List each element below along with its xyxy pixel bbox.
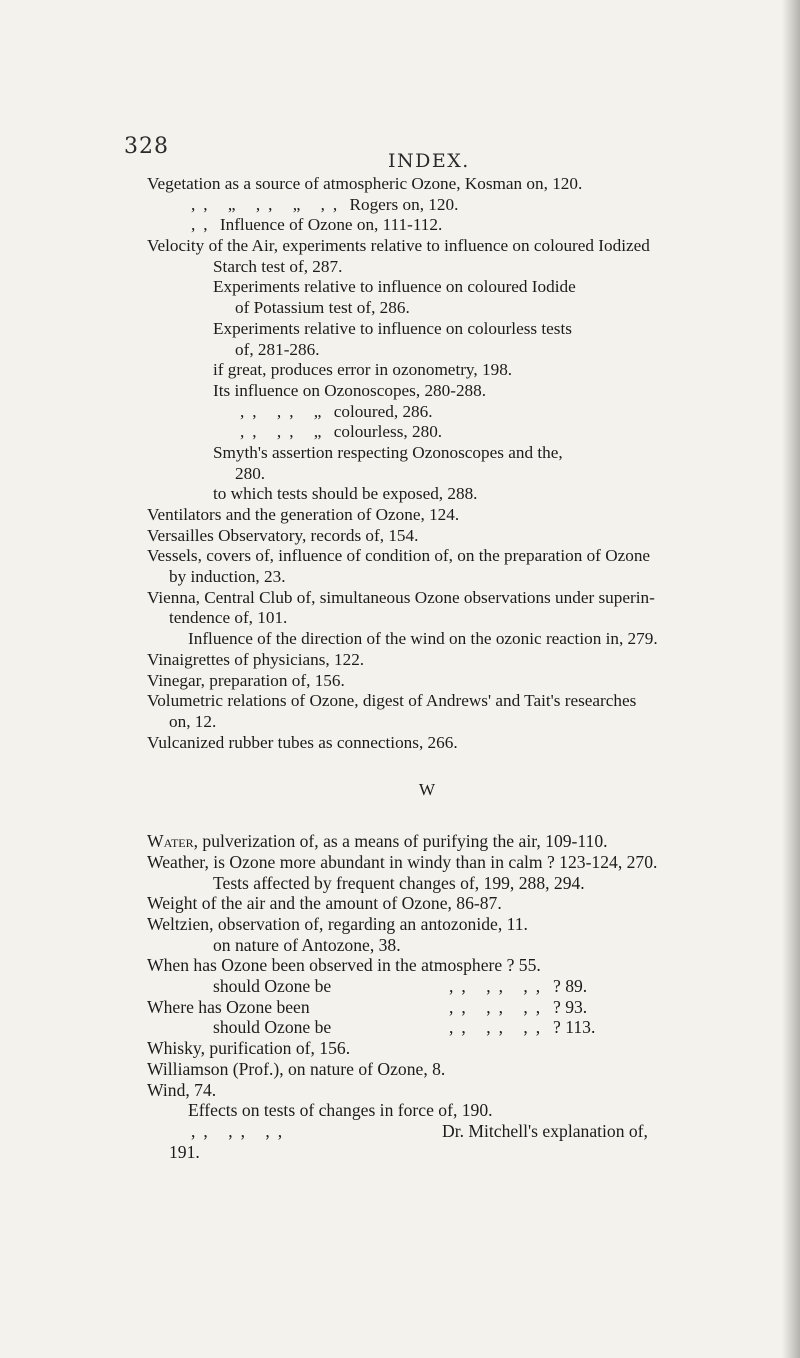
page-edge-shadow <box>782 0 800 1358</box>
index-subentry <box>147 215 747 236</box>
index-entry: Volumetric relations of Ozone, digest of Andrews' and Tait's researches <box>147 691 637 711</box>
index-entry: Whisky, purification of, 156. <box>147 1038 351 1059</box>
entry-text: pulverization of, as a means of purifying the air, 109-110. <box>198 831 608 852</box>
index-continuation: of Potassium test of, 286. <box>235 298 410 318</box>
entry-text: Dr. Mitchell's explanation of, <box>442 1120 648 1141</box>
index-subentry: Experiments relative to influence on colourless tests <box>213 318 572 338</box>
entry-text: Rogers on, 120. <box>349 194 459 214</box>
ditto-marks: ,, ,, ,, <box>449 1017 549 1038</box>
index-subentry: Its influence on Ozonoscopes, 280-288. <box>213 380 487 400</box>
index-entry: Vessels, covers of, influence of condition of, on the preparation of Ozone <box>147 546 651 566</box>
index-entry: Vinegar, preparation of, 156. <box>147 670 345 690</box>
index-entry: Velocity of the Air, experiments relative to influence on coloured Iodized <box>147 236 650 256</box>
index-entry: Weltzien, observation of, regarding an antozonide, 11. <box>147 914 528 934</box>
entry-head: Water, <box>147 831 199 852</box>
index-content <box>147 174 747 1162</box>
index-subentry: Tests affected by frequent changes of, 199, 288, 294. <box>213 872 585 893</box>
page-ref: ? 113. <box>553 1017 596 1038</box>
index-subentry <box>147 1017 747 1038</box>
index-continuation: 191. <box>169 1141 200 1162</box>
index-subentry: Starch test of, 287. <box>213 256 343 276</box>
index-continuation: tendence of, 101. <box>169 608 288 628</box>
index-subentry: if great, produces error in ozonometry, 198. <box>213 360 513 380</box>
index-entry: Ventilators and the generation of Ozone, 124. <box>147 505 460 524</box>
index-subentry: to which tests should be exposed, 288. <box>213 484 478 504</box>
index-entry: Weather, is Ozone more abundant in windy than in calm ? 123-124, 270. <box>147 851 658 872</box>
w-section <box>147 831 747 1162</box>
index-subentry: Experiments relative to influence on coloured Iodide <box>213 277 576 297</box>
index-continuation: by induction, 23. <box>169 567 286 587</box>
ditto-marks: ,, ,, „ <box>240 401 330 421</box>
index-subentry <box>147 1121 747 1142</box>
index-entry: Versailles Observatory, records of, 154. <box>147 525 419 545</box>
ditto-marks: ,, ,, ,, <box>191 1120 291 1141</box>
index-subentry <box>147 402 747 423</box>
ditto-marks: ,, <box>191 215 216 235</box>
index-entry: Vienna, Central Club of, simultaneous Ozone observations under superin- <box>147 587 655 607</box>
section-letter-w: W <box>418 780 436 800</box>
index-subentry <box>147 422 747 443</box>
entry-text: colourless, 280. <box>333 422 443 442</box>
page-ref: ? 93. <box>553 996 588 1017</box>
index-subentry <box>147 976 747 997</box>
running-head: INDEX. <box>388 150 470 172</box>
index-entry: When has Ozone been observed in the atmosphere ? 55. <box>147 955 541 976</box>
entry-text: should Ozone be <box>213 1017 332 1038</box>
index-subentry <box>147 195 747 216</box>
index-subentry: Influence of the direction of the wind on the ozonic reaction in, 279. <box>188 629 658 649</box>
index-entry: Vegetation as a source of atmospheric Ozone, Kosman on, 120. <box>147 174 583 193</box>
index-entry <box>147 831 747 852</box>
index-subentry: Effects on tests of changes in force of, 190. <box>188 1100 493 1121</box>
ditto-marks: ,, ,, ,, <box>449 976 549 997</box>
index-entry <box>147 997 747 1018</box>
index-continuation: on, 12. <box>169 711 217 731</box>
ditto-marks: ,, ,, ,, <box>449 996 549 1017</box>
ditto-marks: ,, ,, „ <box>240 422 330 442</box>
entry-text: Influence of Ozone on, 111-112. <box>219 215 443 235</box>
page-number: 328 <box>124 134 169 159</box>
entry-text: should Ozone be <box>213 976 332 997</box>
index-entry: Vinaigrettes of physicians, 122. <box>147 649 365 669</box>
entry-text: Where has Ozone been <box>147 996 310 1017</box>
index-entry: Wind, 74. <box>147 1079 217 1100</box>
index-continuation: 280. <box>235 463 266 483</box>
index-subentry: on nature of Antozone, 38. <box>213 934 401 955</box>
entry-text: coloured, 286. <box>333 401 433 421</box>
index-entry: Vulcanized rubber tubes as connections, 266. <box>147 732 458 752</box>
index-entry: Williamson (Prof.), on nature of Ozone, 8. <box>147 1058 446 1079</box>
index-entry: Weight of the air and the amount of Ozone, 86-87. <box>147 893 502 914</box>
index-continuation: of, 281-286. <box>235 339 320 359</box>
page-ref: ? 89. <box>553 976 588 997</box>
index-subentry: Smyth's assertion respecting Ozonoscopes and the, <box>213 442 563 462</box>
ditto-marks: ,, „ ,, „ ,, <box>191 194 346 214</box>
